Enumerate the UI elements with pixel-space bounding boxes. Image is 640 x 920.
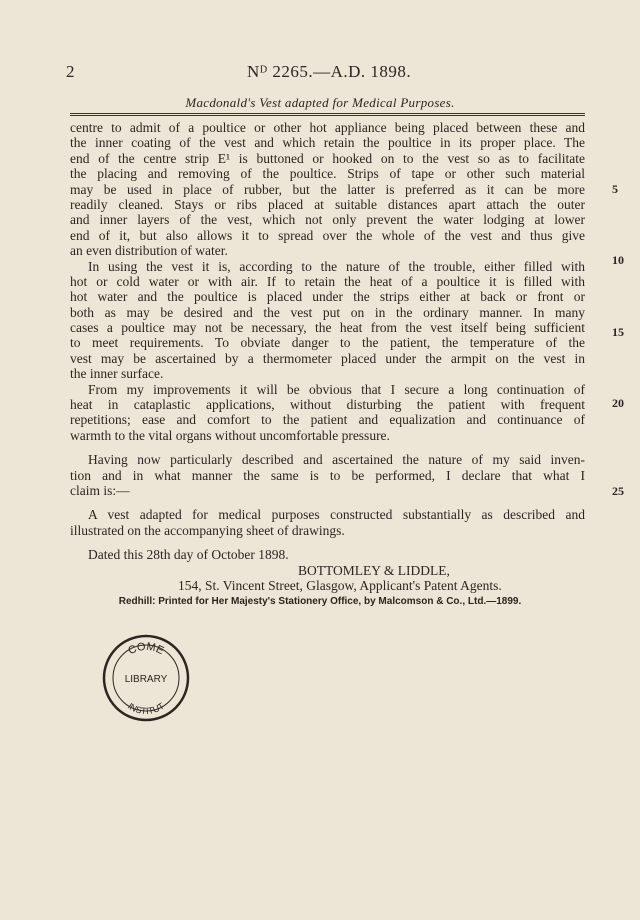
margin-number: 25 bbox=[612, 484, 624, 498]
text-line: the placing and removing of the poultice. Strips of tape or other such material bbox=[70, 166, 585, 182]
margin-number: 5 bbox=[612, 182, 618, 196]
text-line: In using the vest it is, according to the nature of the trouble, either filled with bbox=[88, 258, 585, 274]
stamp-bottom-text: INSTITUT bbox=[126, 700, 166, 717]
text-line: centre to admit of a poultice or other hot appliance being placed between these and bbox=[70, 120, 585, 135]
claim-line: A vest adapted for medical purposes constructed substantially as described and bbox=[88, 507, 585, 523]
page-number: 2 bbox=[66, 62, 75, 81]
document-subtitle: Macdonald's Vest adapted for Medical Purposes. bbox=[185, 95, 455, 110]
text-line: may be used in place of rubber, but the latter is preferred as it can be more bbox=[70, 181, 585, 197]
text-line: the inner coating of the vest and which retain the poultice in its proper place. The bbox=[70, 135, 585, 151]
text-line: and inner layers of the vest, which not only prevent the water lodging at lower bbox=[70, 212, 585, 228]
printer-imprint: Redhill: Printed for Her Majesty's Stationery Office, by Malcomson & Co., Ltd.—1899. bbox=[118, 596, 522, 607]
header-rule bbox=[70, 113, 585, 114]
text-line: hot water and the poultice is placed under the strips either at back or front or bbox=[70, 289, 585, 305]
text-line: hot or cold water or with air. If to retain the heat of a poultice it is filled with bbox=[70, 273, 585, 289]
margin-number: 10 bbox=[612, 253, 624, 267]
stamp-center-text: LIBRARY bbox=[124, 674, 168, 685]
text-line: an even distribution of water. bbox=[70, 243, 228, 259]
signature-address: 154, St. Vincent Street, Glasgow, Applicant's Patent Agents. bbox=[178, 577, 502, 593]
text-line: From my improvements it will be obvious that I secure a long continuation of bbox=[88, 381, 585, 397]
text-line: to meet requirements. To obviate danger to the patient, the temperature of the bbox=[70, 335, 585, 351]
signature-name: BOTTOMLEY & LIDDLE, bbox=[298, 562, 450, 578]
svg-text:COME bbox=[126, 641, 165, 657]
text-line: readily cleaned. Stays or ribs placed at suitable distances apart attach the outer bbox=[70, 196, 585, 212]
text-line: end of the centre strip E¹ is buttoned or hooked on to the vest so as to facilitate bbox=[70, 150, 585, 166]
text-line: cases a poultice may not be necessary, the heat from the vest itself being sufficient bbox=[70, 320, 585, 336]
claim-intro-line: Having now particularly described and ascertained the nature of my said inven- bbox=[88, 452, 585, 468]
text-line: the inner surface. bbox=[70, 366, 164, 382]
claim-line: illustrated on the accompanying sheet of drawings. bbox=[70, 522, 345, 538]
patent-number: Nᴰ 2265.—A.D. 1898. bbox=[247, 62, 412, 81]
dated-line: Dated this 28th day of October 1898. bbox=[88, 547, 289, 563]
text-line: vest may be ascertained by a thermometer placed under the armpit on the vest in bbox=[70, 350, 585, 366]
header-rule-lower bbox=[70, 115, 585, 116]
stamp-top-text: COME bbox=[126, 640, 166, 658]
text-line: end of it, but also allows it to spread over the whole of the vest and thus give bbox=[70, 227, 585, 243]
text-line: warmth to the vital organs without uncomfortable pressure. bbox=[70, 427, 390, 443]
margin-number: 15 bbox=[612, 325, 624, 339]
margin-number: 20 bbox=[612, 396, 624, 410]
library-stamp-icon bbox=[100, 632, 192, 724]
text-line: heat in cataplastic applications, without disturbing the patient with frequent bbox=[70, 397, 585, 413]
claim-intro-line: claim is:— bbox=[70, 482, 130, 498]
page-header bbox=[0, 62, 640, 86]
text-line: repetitions; ease and comfort to the patient and equalization and continuance of bbox=[70, 412, 585, 428]
claim-intro-line: tion and in what manner the same is to be performed, I declare that what I bbox=[70, 467, 585, 483]
svg-text:INSTITUT bbox=[126, 701, 166, 717]
body-text bbox=[70, 120, 585, 593]
text-line: both as may be desired and the vest put on in the ordinary manner. In many bbox=[70, 304, 585, 320]
